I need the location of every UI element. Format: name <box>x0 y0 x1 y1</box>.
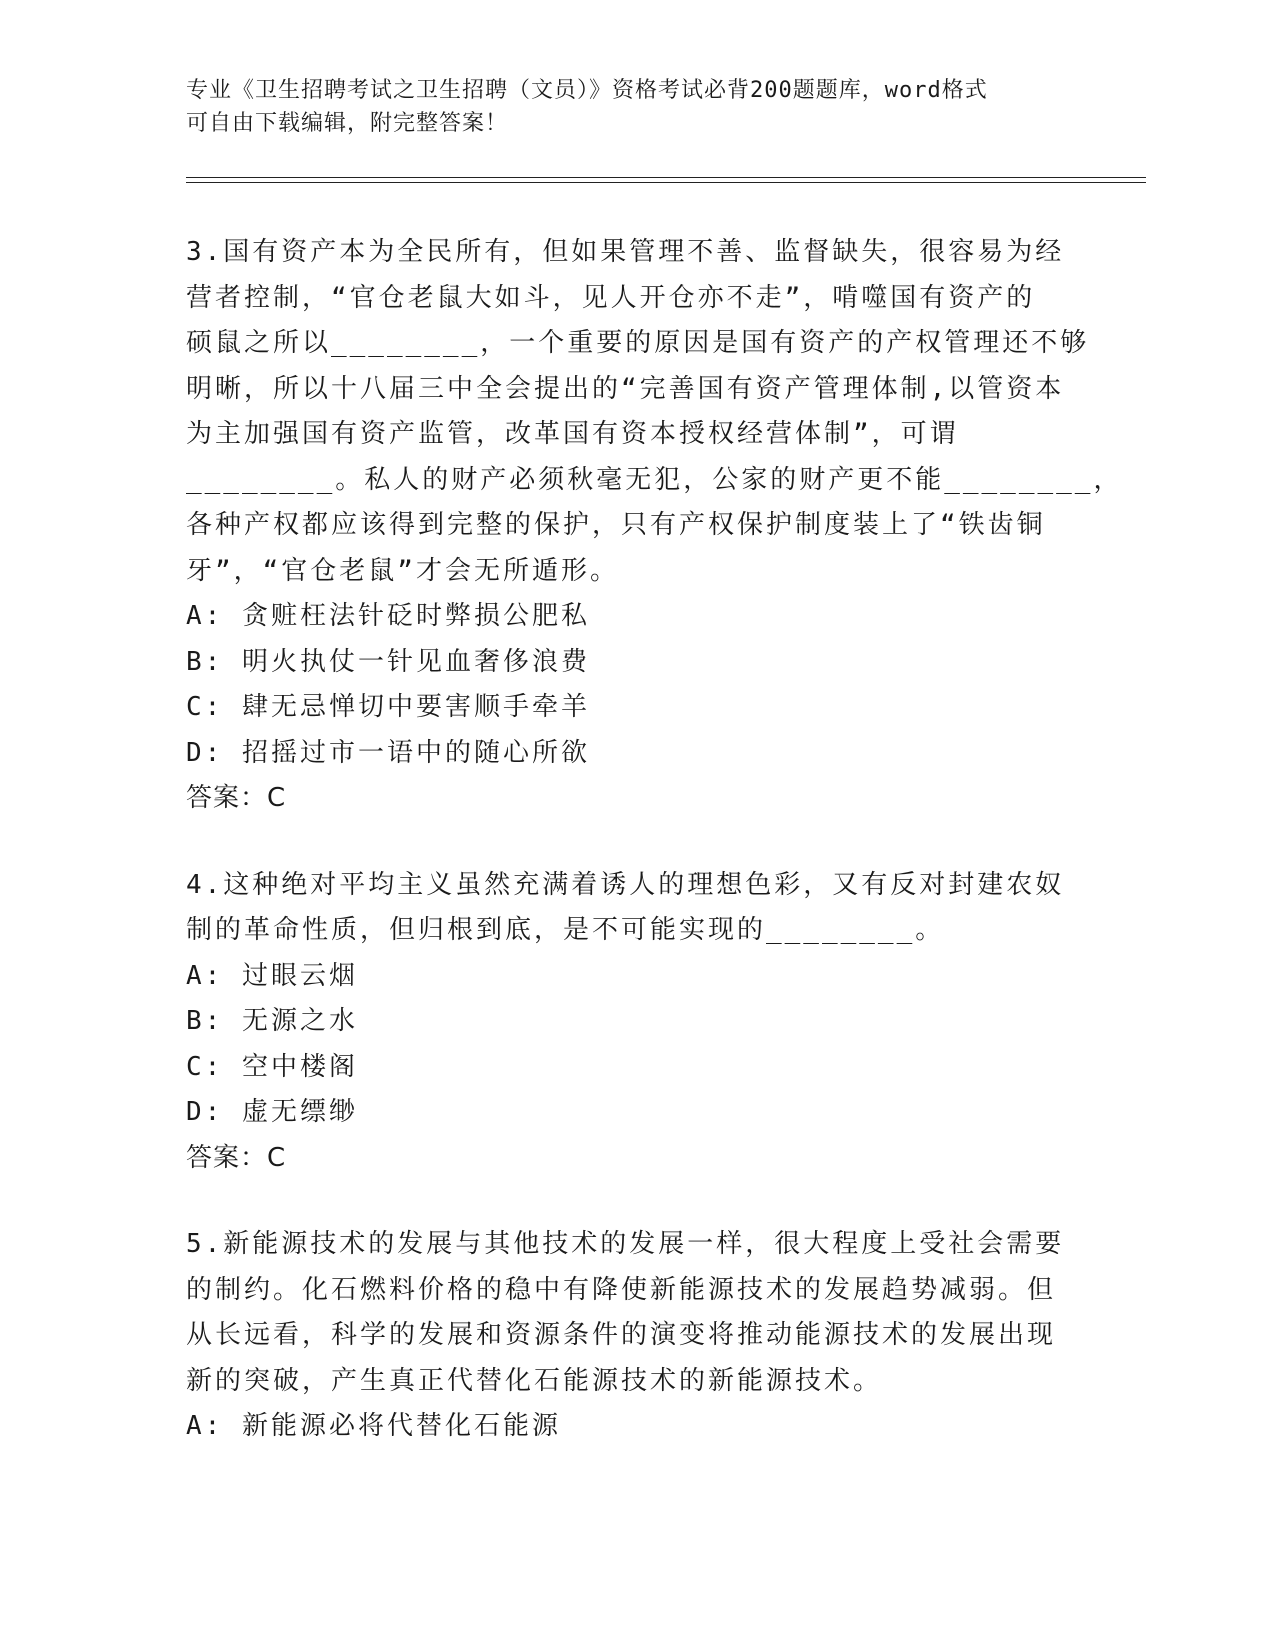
question-text-line: 制的革命性质，但归根到底，是不可能实现的________。 <box>186 915 945 945</box>
question-text-line: 为主加强国有资产监管，改革国有资本授权经营体制”，可谓 <box>186 419 959 449</box>
question-text-line: 各种产权都应该得到完整的保护，只有产权保护制度装上了“铁齿铜 <box>186 510 1046 540</box>
option-c: C: 肆无忌惮切中要害顺手牵羊 <box>186 692 590 722</box>
question-list <box>186 230 1123 1491</box>
option-a: A: 过眼云烟 <box>186 960 358 991</box>
answer-label: 答案：C <box>186 783 287 813</box>
question-5 <box>186 1222 1086 1450</box>
header-divider-bottom <box>186 182 1146 183</box>
question-text-line: 3.国有资产本为全民所有，但如果管理不善、监督缺失，很容易为经 <box>186 237 1065 267</box>
header-line: 可自由下载编辑，附完整答案！ <box>186 111 509 136</box>
question-text-line: 的制约。化石燃料价格的稳中有降使新能源技术的发展趋势减弱。但 <box>186 1274 1057 1305</box>
question-3 <box>186 230 1123 822</box>
question-4 <box>186 863 1086 1182</box>
question-text-line: 牙”，“官仓老鼠”才会无所遁形。 <box>186 555 619 586</box>
option-c: C: 空中楼阁 <box>186 1051 358 1082</box>
option-a: A: 新能源必将代替化石能源 <box>186 1411 561 1441</box>
question-text-line: 明晰，所以十八届三中全会提出的“完善国有资产管理体制,以管资本 <box>186 373 1065 404</box>
question-text-line: 4.这种绝对平均主义虽然充满着诱人的理想色彩，又有反对封建农奴 <box>186 869 1065 900</box>
question-text-line: ________。私人的财产必须秋毫无犯，公家的财产更不能________， <box>186 464 1123 495</box>
answer-label: 答案：C <box>186 1142 287 1173</box>
question-text-line: 营者控制，“官仓老鼠大如斗，见人开仓亦不走”，啃噬国有资产的 <box>186 282 1036 313</box>
option-d: D: 招摇过市一语中的随心所欲 <box>186 737 590 768</box>
question-text-line: 硕鼠之所以________，一个重要的原因是国有资产的产权管理还不够 <box>186 328 1090 358</box>
option-d: D: 虚无缥缈 <box>186 1097 358 1127</box>
document-header <box>186 74 1086 140</box>
question-text-line: 新的突破，产生真正代替化石能源技术的新能源技术。 <box>186 1365 883 1396</box>
question-text-line: 5.新能源技术的发展与其他技术的发展一样，很大程度上受社会需要 <box>186 1229 1065 1259</box>
header-divider-top <box>186 177 1146 178</box>
option-b: B: 明火执仗一针见血奢侈浪费 <box>186 646 590 677</box>
option-a: A: 贪赃枉法针砭时弊损公肥私 <box>186 601 590 631</box>
question-text-line: 从长远看，科学的发展和资源条件的演变将推动能源技术的发展出现 <box>186 1320 1057 1350</box>
header-line: 专业《卫生招聘考试之卫生招聘（文员）》资格考试必背200题题库，word格式 <box>186 78 988 103</box>
option-b: B: 无源之水 <box>186 1006 358 1036</box>
